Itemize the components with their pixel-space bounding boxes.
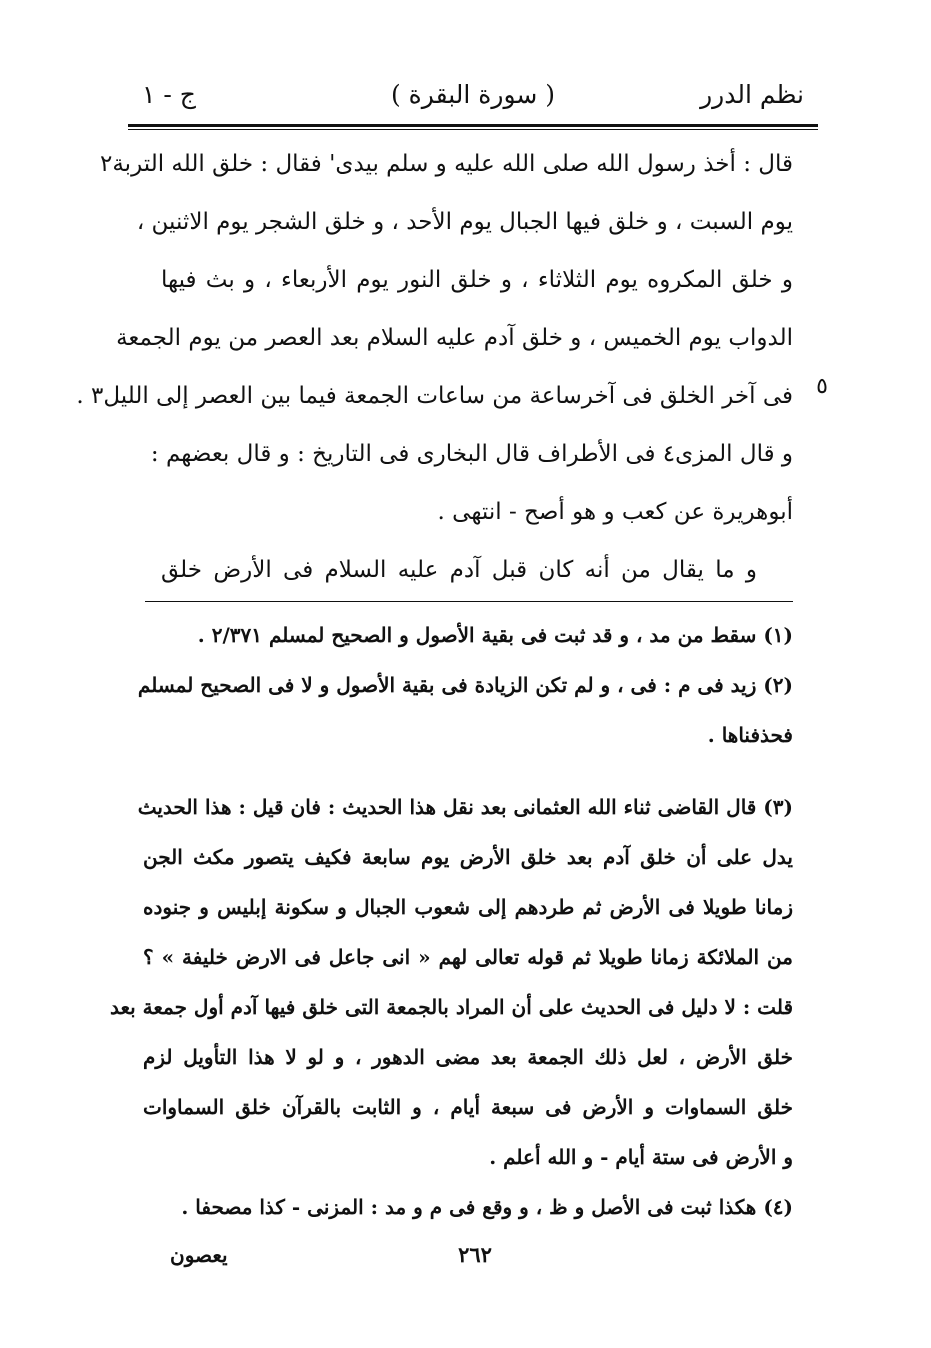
footnote-3-line: من الملائكة زمانا طويلا ثم قوله تعالى لهم « انى جاعل فى الارض خليفة » ؟ xyxy=(143,945,793,969)
text-line: قال : أخذ رسول الله صلى الله عليه و سلم بيدى' فقال : خلق الله التربة٢ xyxy=(99,151,793,177)
text-line: الدواب يوم الخميس ، و خلق آدم عليه السلام بعد العصر من يوم الجمعة xyxy=(116,325,793,351)
page-number: ٢٦٢ xyxy=(458,1242,492,1267)
footnote-3-line: خلق السماوات و الأرض فى سبعة أيام ، و الثابت بالقرآن خلق السماوات xyxy=(143,1095,793,1119)
footnote-3-line: و الأرض فى ستة أيام - و الله أعلم . xyxy=(489,1145,793,1169)
text-line: فى آخر الخلق فى آخرساعة من ساعات الجمعة فيما بين العصر إلى الليل٣ . xyxy=(76,383,793,409)
line-number-marker: ٥ xyxy=(816,374,828,399)
text-line: و خلق المكروه يوم الثلاثاء ، و خلق النور يوم الأربعاء ، و بث فيها xyxy=(161,267,793,293)
header-rule-thick xyxy=(128,124,818,127)
running-header xyxy=(128,70,818,120)
footnote-3-line: قلت : لا دليل فى الحديث على أن المراد بالجمعة التى خلق فيها آدم أول جمعة بعد xyxy=(110,995,793,1019)
footnotes xyxy=(110,610,793,1232)
footnote-1: (١) سقط من مد ، و قد ثبت فى بقية الأصول و الصحيح لمسلم ٢/٣٧١ . xyxy=(197,623,793,647)
book-title: نظم الدرر xyxy=(700,80,804,109)
footnote-4: (٤) هكذا ثبت فى الأصل و ظ ، و وقع فى م و مد : المزنى - كذا مصحفا . xyxy=(181,1195,793,1219)
footnote-2-line: فحذفناها . xyxy=(707,723,793,747)
footnote-separator xyxy=(145,601,793,602)
text-line-continuation: و ما يقال من أنه كان قبل آدم عليه السلام فى الأرض خلق xyxy=(161,557,757,583)
footnote-3-line: زمانا طويلا فى الأرض ثم طردهم إلى شعوب الجبال و سكونة إبليس و جنوده xyxy=(143,895,793,919)
text-line: و قال المزى٤ فى الأطراف قال البخارى فى التاريخ : و قال بعضهم : xyxy=(150,441,793,467)
footnote-3-line: (٣) قال القاضى ثناء الله العثمانى بعد نقل هذا الحديث : فان قيل : هذا الحديث xyxy=(137,795,793,819)
text-line: أبوهريرة عن كعب و هو أصح - انتهى . xyxy=(437,499,793,525)
footnote-2-line: (٢) زيد فى م : فى ، و لم تكن الزيادة فى بقية الأصول و لا فى الصحيح لمسلم xyxy=(137,673,793,697)
catchword: يعصون xyxy=(170,1243,228,1267)
surah-title: ( سورة البقرة ) xyxy=(390,80,556,109)
text-line: يوم السبت ، و خلق فيها الجبال يوم الأحد ، و خلق الشجر يوم الاثنين ، xyxy=(136,209,793,235)
footnote-3-line: خلق الأرض ، لعل ذلك الجمعة بعد مضى الدهور ، و لو لا هذا التأويل لزم xyxy=(143,1045,793,1069)
main-text xyxy=(76,135,793,599)
footnote-3-line: يدل على أن خلق آدم بعد خلق الأرض يوم سابعة فكيف يتصور مكث الجن xyxy=(143,845,793,869)
volume-label: ج - ١ xyxy=(142,80,196,109)
header-rule-thin xyxy=(128,129,818,130)
